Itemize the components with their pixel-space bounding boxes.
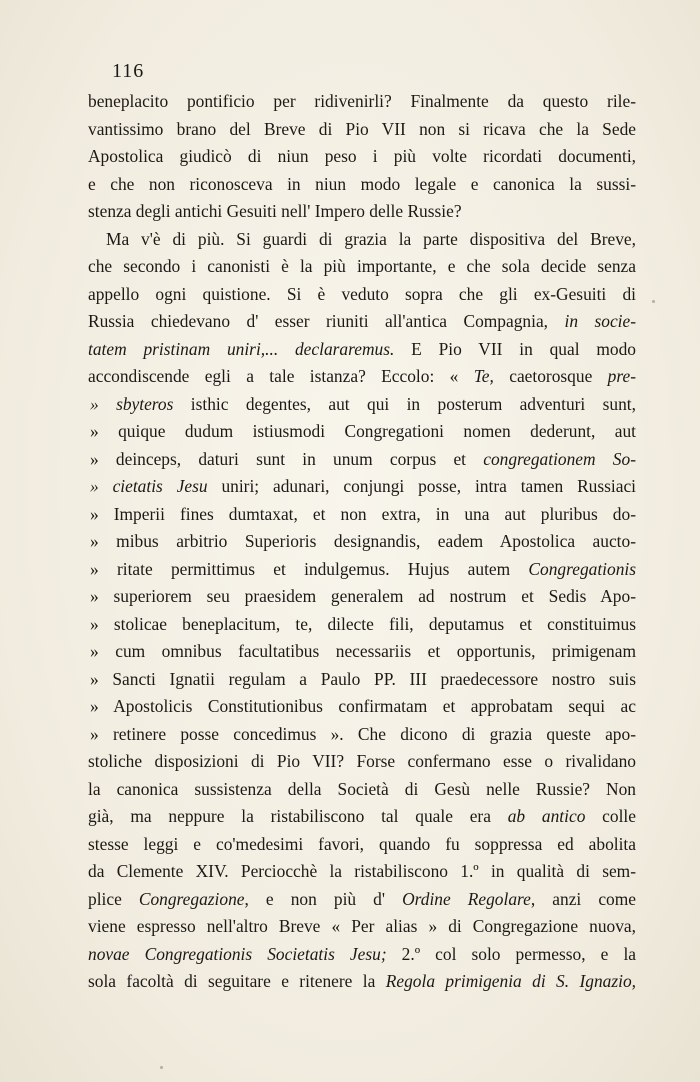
text-run: Russia chiedevano d' esser riuniti all'antica Compagnia, <box>88 311 565 331</box>
text-line: » superiorem seu praesidem generalem ad nostrum et Sedis Apo- <box>90 586 636 606</box>
text-run: E Pio VII in qual modo <box>394 338 636 359</box>
text-run: colle <box>585 806 636 826</box>
text-line <box>88 941 636 969</box>
text-line <box>88 336 636 364</box>
text-line: » quique dudum istiusmodi Congregationi nomen dederunt, aut <box>90 421 636 441</box>
text-line: la canonica sussistenza della Società di Gesù nelle Russie? Non <box>88 778 636 799</box>
text-line <box>88 363 636 391</box>
paper-speck <box>652 300 655 303</box>
text-run: già, ma neppure la ristabiliscono tal quale era <box>88 806 508 826</box>
text-line <box>88 446 636 474</box>
latin-emphasis: novae Congregationis Societatis Jesu; <box>88 943 387 964</box>
text-run: sola facoltà di seguitare e ritenere la <box>88 971 386 991</box>
latin-emphasis: pre- <box>607 366 636 386</box>
text-line: » Imperii fines dumtaxat, et non extra, in una aut pluribus do- <box>90 503 636 524</box>
text-line: beneplacito pontificio per ridivenirli? Finalmente da questo rile- <box>88 91 636 111</box>
text-run: 2.º col solo permesso, e la <box>386 943 636 964</box>
latin-emphasis: congregationem So- <box>483 448 636 469</box>
text-run: , anzi come <box>530 888 636 909</box>
text-line: » stolicae beneplacitum, te, dilecte fili, deputamus et constituimus <box>90 613 636 634</box>
text-line <box>88 391 636 419</box>
text-line: » Apostolicis Constitutionibus confirmatam et approbatam sequi ac <box>90 696 636 716</box>
latin-emphasis: tatem pristinam uniri,... declararemus. <box>88 338 395 359</box>
italic-emphasis: ab antico <box>507 806 586 826</box>
text-run: » deinceps, daturi sunt in unum corpus et <box>90 448 484 469</box>
page-text <box>88 88 636 996</box>
text-line: appello ogni quistione. Si è veduto sopra che gli ex-Gesuiti di <box>88 283 636 304</box>
italic-emphasis: Regola primigenia di S. Ignazio, <box>385 971 636 991</box>
text-line: » mibus arbitrio Superioris designandis, eadem Apostolica aucto- <box>90 531 636 551</box>
latin-emphasis: Congregationis <box>528 558 636 579</box>
latin-emphasis: » cietatis Jesu <box>90 476 208 496</box>
italic-emphasis: Ordine Regolare <box>402 888 531 909</box>
italic-emphasis: Congregazione <box>138 888 245 909</box>
text-line: e che non riconosceva in niun modo legale e canonica la sussi- <box>88 173 636 194</box>
latin-emphasis: » sbyteros <box>90 393 174 414</box>
text-line: Ma v'è di più. Si guardi di grazia la parte dispositiva del Breve, <box>106 228 636 249</box>
latin-emphasis: in socie- <box>564 311 636 331</box>
text-line <box>88 968 636 996</box>
latin-emphasis: Te, <box>473 366 494 386</box>
text-line: » retinere posse concedimus ». Che dicono di grazia queste apo- <box>90 723 636 744</box>
text-line <box>88 803 636 831</box>
page-number: 116 <box>112 60 145 82</box>
text-line <box>88 556 636 584</box>
text-run: » ritate permittimus et indulgemus. Hujus autem <box>90 558 529 579</box>
text-line: da Clemente XIV. Perciocchè la ristabiliscono 1.º in qualità di sem- <box>88 861 636 881</box>
text-run: accondiscende egli a tale istanza? Eccolo: « <box>88 366 474 386</box>
text-line: vantissimo brano del Breve di Pio VII non si ricava che la Sede <box>88 118 636 139</box>
text-line: » Sancti Ignatii regulam a Paulo PP. III praedecessore nostro suis <box>90 668 636 689</box>
text-line: viene espresso nell'altro Breve « Per alias » di Congregazione nuova, <box>88 916 636 936</box>
text-run: plice <box>88 888 139 909</box>
text-line: stenza degli antichi Gesuiti nell' Impero delle Russie? <box>88 201 462 221</box>
text-run: isthic degentes, aut qui in posterum adventuri sunt, <box>173 393 636 414</box>
text-line <box>88 308 636 336</box>
text-line: stoliche disposizioni di Pio VII? Forse confermano esse o rivalidano <box>88 751 636 771</box>
text-run: caetorosque <box>493 366 608 386</box>
text-run: , e non più d' <box>244 888 403 909</box>
text-line: Apostolica giudicò di niun peso i più volte ricordati documenti, <box>88 146 636 166</box>
text-line <box>88 886 636 914</box>
paper-speck <box>160 1066 163 1069</box>
text-line: stesse leggi e co'medesimi favori, quando fu soppressa ed abolita <box>88 833 636 854</box>
text-line: che secondo i canonisti è la più importante, e che sola decide senza <box>88 256 636 276</box>
text-line <box>88 473 636 501</box>
text-line: » cum omnibus facultatibus necessariis et opportunis, primigenam <box>90 641 636 661</box>
text-run: uniri; adunari, conjungi posse, intra tamen Russiaci <box>207 476 636 496</box>
